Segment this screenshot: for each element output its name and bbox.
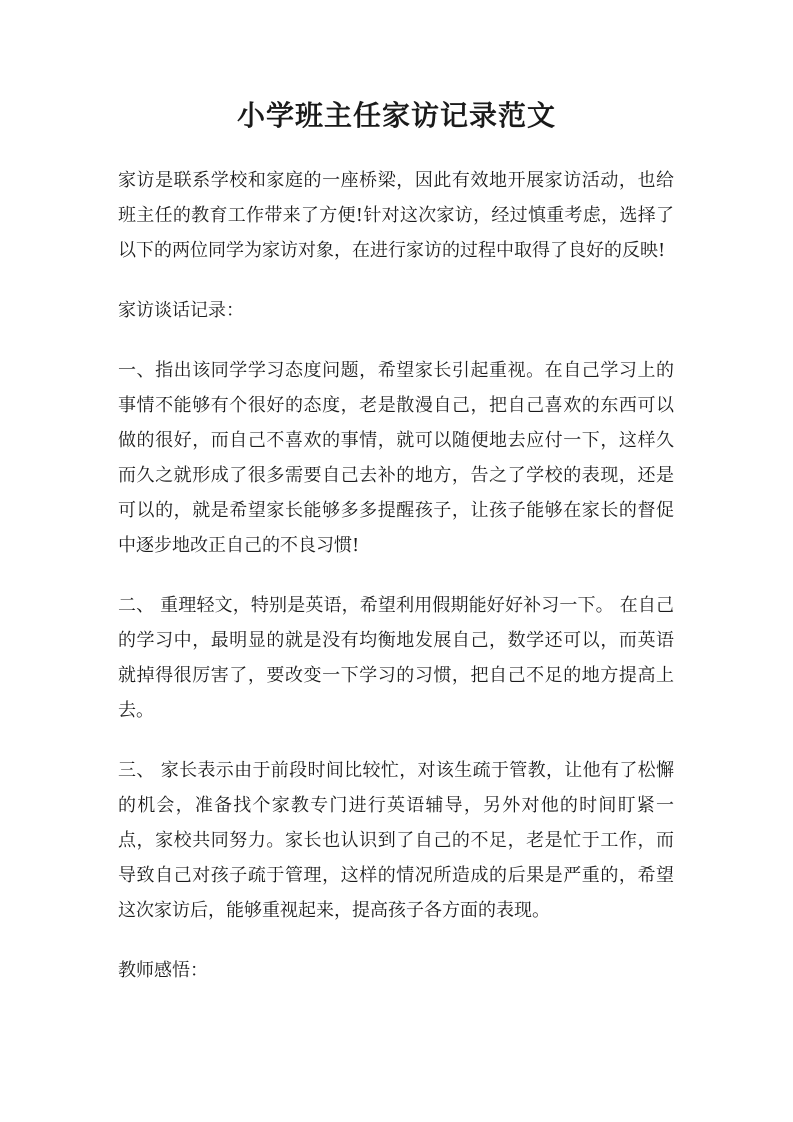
section-heading-reflection: 教师感悟： [118, 960, 208, 981]
paragraph-intro: 家访是联系学校和家庭的一座桥梁，因此有效地开展家访活动，也给班主任的教育工作带来了方便!针对这次家访，经过慎重考虑，选择了以下的两位同学为家访对象，在进行家访的过程中取得了良好的反映! [118, 170, 674, 261]
document-body [118, 163, 674, 1013]
paragraph-item-1: 一、指出该同学学习态度问题，希望家长引起重视。在自己学习上的事情不能够有个很好的态度，老是散漫自己，把自己喜欢的东西可以做的很好，而自己不喜欢的事情，就可以随便地去应付一下，这样久而久之就形成了很多需要自己去补的地方，告之了学校的表现，还是可以的，就是希望家长能够多多提醒孩子，让孩子能够在家长的督促中逐步地改正自己的不良习惯! [118, 360, 674, 556]
section-heading-records: 家访谈话记录： [118, 300, 244, 321]
paragraph-item-2: 二、 重理轻文，特别是英语，希望利用假期能好好补习一下。 在自己的学习中，最明显的就是没有均衡地发展自己，数学还可以，而英语就掉得很厉害了，要改变一下学习的习惯，把自己不足的地方提高上去。 [118, 595, 674, 721]
paragraph-item-3: 三、 家长表示由于前段时间比较忙，对该生疏于管教，让他有了松懈的机会，准备找个家教专门进行英语辅导，另外对他的时间盯紧一点，家校共同努力。家长也认识到了自己的不足，老是忙于工作，而导致自己对孩子疏于管理，这样的情况所造成的后果是严重的，希望这次家访后，能够重视起来，提高孩子各方面的表现。 [118, 760, 674, 921]
document-title: 小学班主任家访记录范文 [236, 99, 556, 132]
